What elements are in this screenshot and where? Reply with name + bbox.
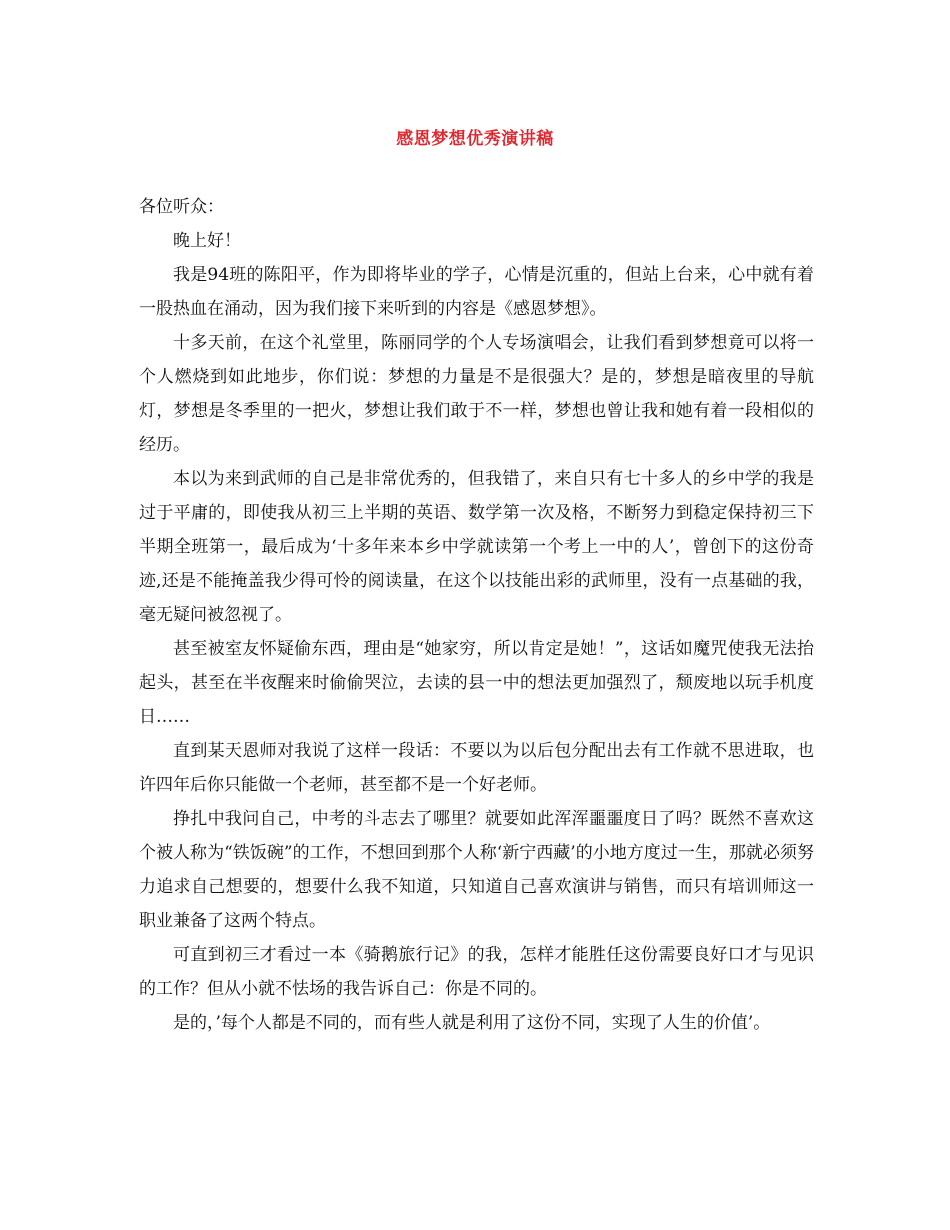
paragraph-school-experience: 本以为来到武师的自己是非常优秀的，但我错了，来自只有七十多人的乡中学的我是过于平庸的，即使我从初三上半期的英语、数学第一次及格，不断努力到稳定保持初三下半期全班第一，最后成为‘十多年来本乡中学就读第一个考上一中的人’，曾创下的这份奇迹,还是不能掩盖我少得可怜的阅读量，在这个以技能出彩的武师里，没有一点基础的我，毫无疑问被忽视了。: [139, 469, 814, 625]
document-body: [139, 190, 814, 1040]
salutation: 各位听众：: [139, 197, 224, 217]
paragraph-reading: 可直到初三才看过一本《骑鹅旅行记》的我，怎样才能胜任这份需要良好口才与见识的工作？但从小就不怯场的我告诉自己：你是不同的。: [139, 945, 814, 999]
paragraph-greeting: 晚上好！: [173, 231, 241, 251]
paragraph-uniqueness: 是的，’每个人都是不同的，而有些人就是利用了这份不同，实现了人生的价值’。: [173, 1013, 771, 1033]
paragraph-teacher-advice: 直到某天恩师对我说了这样一段话：不要以为以后包分配出去有工作就不思进取，也许四年后你只能做一个老师，甚至都不是一个好老师。: [139, 741, 814, 795]
paragraph-suspicion: 甚至被室友怀疑偷东西，理由是“她家穷，所以肯定是她！”，这话如魔咒使我无法抬起头，甚至在半夜醒来时偷偷哭泣，去读的县一中的想法更加强烈了，颓废地以玩手机度日……: [139, 639, 814, 727]
paragraph-introduction: 我是94班的陈阳平，作为即将毕业的学子，心情是沉重的，但站上台来，心中就有着一股热血在涌动，因为我们接下来听到的内容是《感恩梦想》。: [139, 265, 814, 319]
document-title: 感恩梦想优秀演讲稿: [396, 129, 554, 149]
paragraph-concert: 十多天前，在这个礼堂里，陈丽同学的个人专场演唱会，让我们看到梦想竟可以将一个人燃烧到如此地步，你们说：梦想的力量是不是很强大？是的，梦想是暗夜里的导航灯，梦想是冬季里的一把火，梦想让我们敢于不一样，梦想也曾让我和她有着一段相似的经历。: [139, 333, 814, 455]
paragraph-struggle: 挣扎中我问自己，中考的斗志去了哪里？就要如此浑浑噩噩度日了吗？既然不喜欢这个被人称为“铁饭碗”的工作，不想回到那个人称‘新宁西藏’的小地方度过一生，那就必须努力追求自己想要的，想要什么我不知道，只知道自己喜欢演讲与销售，而只有培训师这一职业兼备了这两个特点。: [139, 809, 814, 931]
